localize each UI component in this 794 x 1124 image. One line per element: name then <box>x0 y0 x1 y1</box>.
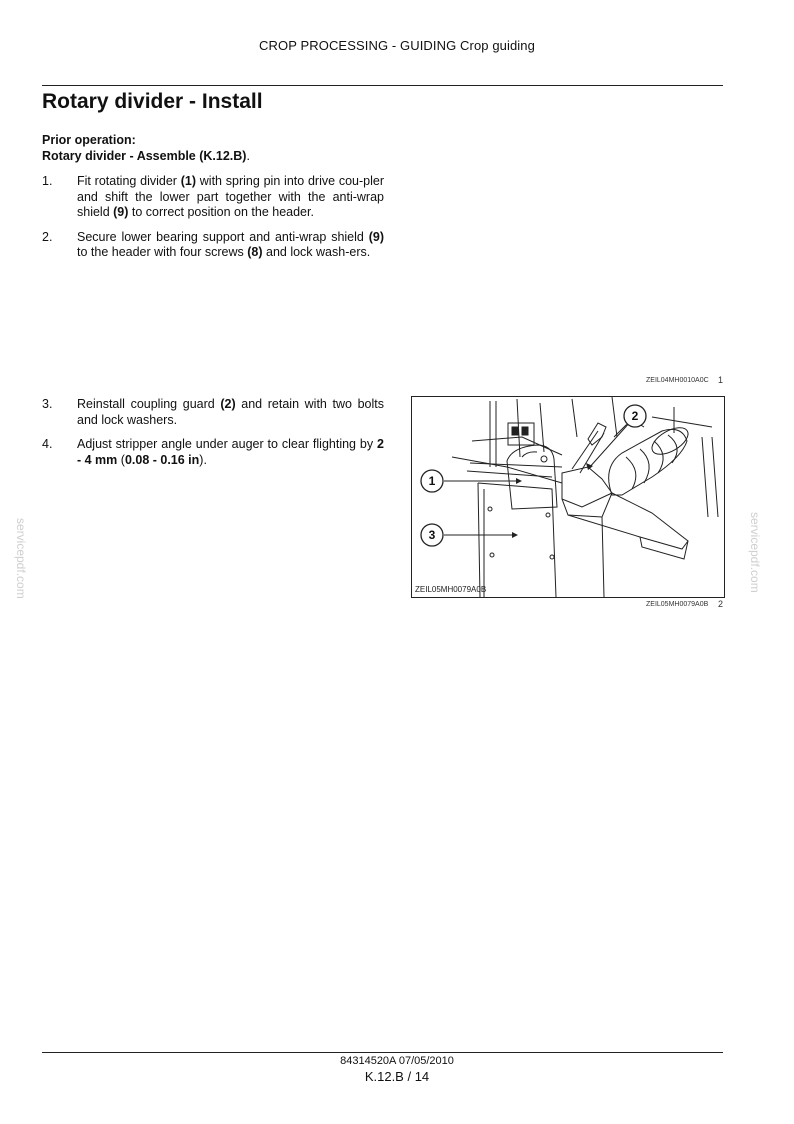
step-text: and retain with two bolts and lock washers. <box>77 397 384 427</box>
watermark-left: servicepdf.com <box>14 518 28 599</box>
header-rule <box>42 85 723 86</box>
step-item <box>42 397 384 428</box>
step-ref: 0.08 - 0.16 in <box>124 452 200 467</box>
step-ref: (2) <box>220 397 236 411</box>
step-item <box>42 174 384 221</box>
step-text: Reinstall coupling guard <box>77 397 221 411</box>
step-text: Fit rotating divider <box>77 174 181 188</box>
rotary-divider-drawing <box>412 397 724 597</box>
step-number: 3. <box>42 397 53 411</box>
page-title: Rotary divider - Install <box>42 90 263 113</box>
callout-label-3: 3 <box>428 528 436 542</box>
figure1-id: ZEIL04MH0010A0C <box>646 377 709 384</box>
footer-rule <box>42 1052 723 1053</box>
step-number: 2. <box>42 229 53 244</box>
step-ref: (9) <box>368 229 384 244</box>
step-text: to the header with four screws <box>77 245 248 259</box>
step-text: with spring pin into drive cou-pler and shift the lower part together with the anti-wrap shield <box>77 174 384 219</box>
step-ref: (1) <box>180 174 196 188</box>
footer-document-reference: 84314520A 07/05/2010 <box>340 1055 454 1067</box>
prior-operation <box>42 132 392 164</box>
prior-operation-link[interactable]: Rotary divider - Assemble (K.12.B) <box>42 149 247 163</box>
step-number: 1. <box>42 174 53 188</box>
step-text: to correct position on the header. <box>128 205 314 219</box>
figure2-number: 2 <box>718 599 724 609</box>
prior-operation-suffix: . <box>246 149 250 163</box>
step-text: ( <box>117 452 125 467</box>
prior-operation-label: Prior operation: <box>42 133 136 147</box>
running-header: CROP PROCESSING - GUIDING Crop guiding <box>259 38 535 53</box>
step-item <box>42 230 384 261</box>
figure2-id: ZEIL05MH0079A0B <box>646 601 709 608</box>
step-ref: (8) <box>247 245 263 259</box>
steps-list-1 <box>42 174 384 270</box>
step-item <box>42 437 384 468</box>
step-number: 4. <box>42 437 53 451</box>
step-ref: (9) <box>113 205 129 219</box>
step-text: ). <box>199 452 207 467</box>
steps-list-2 <box>42 397 384 477</box>
step-ref: 2 - 4 mm <box>77 437 384 467</box>
step-text: and lock wash-ers. <box>262 245 371 259</box>
figure1-number: 1 <box>718 375 724 385</box>
callout-label-1: 1 <box>428 474 436 488</box>
figure2-illustration <box>411 396 725 598</box>
footer-page-number: K.12.B / 14 <box>364 1069 430 1084</box>
step-text: Adjust stripper angle under auger to clear flighting by <box>77 437 378 451</box>
figure2-inner-id: ZEIL05MH0079A0B <box>415 585 487 594</box>
callout-label-2: 2 <box>631 409 639 423</box>
step-text: Secure lower bearing support and anti-wrap shield <box>77 229 369 244</box>
watermark-right: servicepdf.com <box>748 512 762 593</box>
